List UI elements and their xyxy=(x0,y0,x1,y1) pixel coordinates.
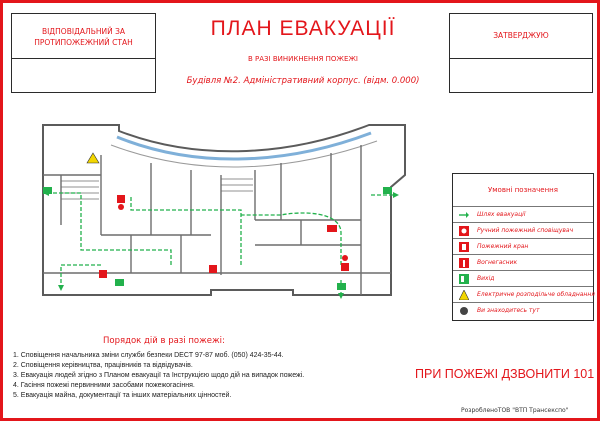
legend-label: Пожежний кран xyxy=(477,243,529,250)
responsible-divider xyxy=(12,58,155,59)
approve-label: ЗАТВЕРДЖУЮ xyxy=(493,31,549,40)
legend-label: Шлях евакуації xyxy=(477,211,526,218)
you-are-here-icon xyxy=(459,306,469,316)
procedure-step: 1. Сповіщення начальника зміни служби безпеки DECT 97-87 моб. (050) 424-35-44. xyxy=(13,352,284,359)
procedure-step: 2. Сповіщення керівництва, працівників та відвідувачів. xyxy=(13,362,193,369)
fire-alarm-icon xyxy=(459,226,469,236)
page-title: ПЛАН ЕВАКУАЦІЇ xyxy=(210,17,396,40)
page-subtitle: В РАЗІ ВИНИКНЕННЯ ПОЖЕЖІ xyxy=(248,55,358,63)
floor-plan xyxy=(41,115,411,305)
legend-item-route xyxy=(453,206,593,223)
developer-credit: РозробленоТОВ "ВТП Трансекспо" xyxy=(461,407,569,414)
legend-item-electric xyxy=(453,286,593,303)
responsible-label-1: ВІДПОВІДАЛЬНИЙ ЗА xyxy=(41,27,126,36)
staircase xyxy=(61,179,253,199)
exit-icon xyxy=(459,274,469,284)
legend-item-extinguisher xyxy=(453,254,593,271)
evacuation-arrow-icon xyxy=(459,210,469,220)
approve-divider xyxy=(450,58,592,59)
procedure-step: 5. Евакуація майна, документації та інших матеріальних цінностей. xyxy=(13,392,232,399)
procedure-step: 3. Евакуація людей згідно з Планом евакуації та Інструкцією щодо дій на випадок пожежі. xyxy=(13,372,305,379)
legend-label: Вихід xyxy=(477,275,495,282)
legend-item-alarm xyxy=(453,222,593,239)
building-caption: Будівля №2. Адміністративний корпус. (відм. 0.000) xyxy=(186,76,420,86)
legend-label: Ви знаходитесь тут xyxy=(477,307,540,314)
emergency-call-text: ПРИ ПОЖЕЖІ ДЗВОНИТИ 101 xyxy=(415,367,595,381)
legend-label: Вогнегасник xyxy=(477,259,518,266)
responsible-box xyxy=(11,13,156,93)
legend-item-exit xyxy=(453,270,593,287)
responsible-label-2: ПРОТИПОЖЕЖНИЙ СТАН xyxy=(34,38,133,47)
fire-hydrant-icon xyxy=(459,242,469,252)
legend-box xyxy=(452,173,594,321)
procedure-title: Порядок дій в разі пожежі: xyxy=(103,336,225,346)
procedure-steps xyxy=(13,351,304,401)
fire-equipment xyxy=(99,195,349,278)
procedure-step: 4. Гасіння пожежі первинними засобами пожежогасіння. xyxy=(13,382,195,389)
approve-box xyxy=(449,13,593,93)
electric-hazard-marker xyxy=(87,153,99,163)
legend-title: Умовні позначення xyxy=(488,186,558,194)
legend-item-here xyxy=(453,302,593,319)
legend-item-hydrant xyxy=(453,238,593,255)
electric-hazard-icon xyxy=(459,290,469,300)
extinguisher-icon xyxy=(459,258,469,268)
exit-signs xyxy=(43,187,392,290)
legend-label: Електричне розподільче обладнання xyxy=(477,291,595,298)
legend-label: Ручний пожежний сповіщувач xyxy=(477,227,574,234)
